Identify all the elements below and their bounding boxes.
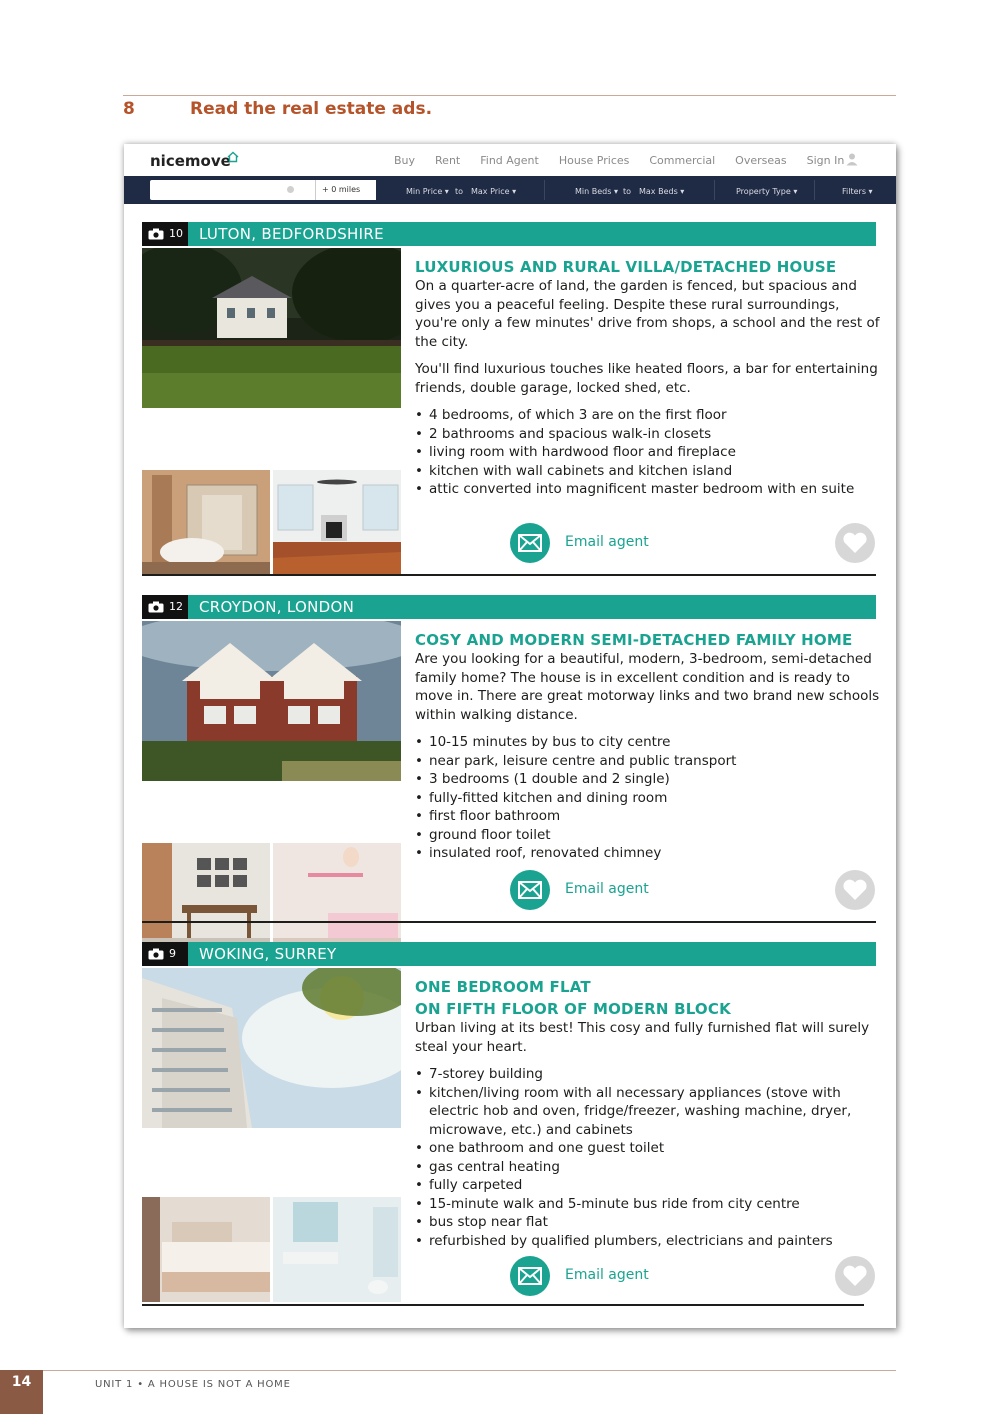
photo-count: 9	[169, 947, 176, 960]
page-number: 14	[11, 1374, 32, 1390]
list-item: • first floor bathroom	[415, 807, 881, 826]
nav-overseas[interactable]: Overseas	[735, 154, 787, 167]
apartment-block-photo[interactable]	[142, 968, 401, 1128]
max-price-select[interactable]: Max Price ▾	[471, 187, 517, 196]
childrens-bedroom-photo[interactable]	[273, 843, 401, 948]
camera-icon	[148, 948, 164, 960]
list-item: • ground floor toilet	[415, 826, 881, 845]
heart-icon	[835, 1256, 875, 1296]
listing-description: On a quarter-acre of land, the garden is fenced, but spacious and gives you a peaceful feeling. Despite these rural surroundings, you're only a few minutes' drive from shops, a school and the rest of the city.	[415, 278, 880, 350]
max-beds-select[interactable]: Max Beds ▾	[639, 187, 685, 196]
listing-location: LUTON, BEDFORDSHIRE	[199, 225, 384, 243]
camera-icon	[148, 601, 164, 613]
list-item: • 7-storey building	[415, 1065, 881, 1084]
clear-search-icon[interactable]	[287, 186, 294, 193]
min-beds-select[interactable]: Min Beds ▾	[575, 187, 618, 196]
listing-header	[142, 595, 876, 619]
divider	[814, 180, 815, 200]
main-nav	[394, 154, 864, 167]
email-agent-link[interactable]: Email agent	[565, 881, 649, 897]
divider	[714, 180, 715, 200]
unit-title: A HOUSE IS NOT A HOME	[147, 1379, 291, 1390]
bedroom-photo[interactable]	[142, 1197, 270, 1302]
list-item: • bus stop near flat	[415, 1213, 881, 1232]
living-room-photo[interactable]	[273, 470, 401, 575]
bathroom-photo[interactable]	[273, 1197, 401, 1302]
list-item: • fully-fitted kitchen and dining room	[415, 789, 881, 808]
favourite-button[interactable]	[835, 1256, 875, 1296]
list-item: • living room with hardwood floor and fireplace	[415, 443, 881, 462]
divider	[544, 180, 545, 200]
photo-count-badge[interactable]	[142, 942, 188, 966]
favourite-button[interactable]	[835, 523, 875, 563]
photo-count-badge[interactable]	[142, 595, 188, 619]
exercise-number: 8	[123, 99, 135, 119]
envelope-icon	[510, 870, 550, 910]
list-item: • one bathroom and one guest toilet	[415, 1139, 881, 1158]
list-item: • kitchen/living room with all necessary appliances (stove with electric hob and oven, fridge/freezer, washing machine, dryer, microwave, etc.) and cabinets	[415, 1084, 881, 1140]
listing-title-line: ON FIFTH FLOOR OF MODERN BLOCK	[415, 1000, 731, 1018]
listing-divider	[142, 921, 876, 923]
email-agent-button[interactable]	[510, 870, 550, 910]
listing-location: CROYDON, LONDON	[199, 598, 355, 616]
email-agent-link[interactable]: Email agent	[565, 534, 649, 550]
price-to-label: to	[455, 187, 464, 196]
list-item: • attic converted into magnificent master bedroom with en suite	[415, 480, 881, 499]
email-agent-link[interactable]: Email agent	[565, 1267, 649, 1283]
heart-icon	[835, 523, 875, 563]
list-item: • 15-minute walk and 5-minute bus ride from city centre	[415, 1195, 881, 1214]
location-search-input[interactable]	[150, 180, 322, 200]
nav-find-agent[interactable]: Find Agent	[480, 154, 539, 167]
list-item: • 3 bedrooms (1 double and 2 single)	[415, 770, 881, 789]
website-mockup	[124, 144, 896, 1328]
search-bar	[124, 176, 896, 204]
unit-label	[95, 1379, 291, 1390]
listing-header	[142, 942, 876, 966]
list-item: • kitchen with wall cabinets and kitchen island	[415, 462, 881, 481]
bathroom-photo[interactable]	[142, 470, 270, 575]
listing-title-line: ONE BEDROOM FLAT	[415, 978, 591, 996]
listing-divider	[142, 1304, 864, 1306]
feature-list	[415, 406, 881, 499]
listing-location: WOKING, SURREY	[199, 945, 337, 963]
photo-count: 10	[169, 227, 183, 240]
listing-divider	[142, 574, 876, 576]
listing-description: Are you looking for a beautiful, modern, 3-bedroom, semi-detached family home? The house is in excellent condition and is ready to move in. There are great motorway links and two brand new schools within walking distance.	[415, 651, 880, 723]
list-item: • insulated roof, renovated chimney	[415, 844, 881, 863]
filters-button[interactable]: Filters ▾	[842, 187, 873, 196]
email-agent-button[interactable]	[510, 1256, 550, 1296]
photo-count: 12	[169, 600, 183, 613]
list-item: • fully carpeted	[415, 1176, 881, 1195]
user-icon[interactable]	[845, 152, 859, 166]
feature-list	[415, 733, 881, 863]
nav-buy[interactable]: Buy	[394, 154, 416, 167]
unit-bullet: •	[137, 1379, 144, 1390]
beds-to-label: to	[623, 187, 632, 196]
dining-room-photo[interactable]	[142, 843, 270, 948]
footer-rule	[43, 1370, 896, 1371]
nav-house-prices[interactable]: House Prices	[558, 154, 630, 167]
villa-exterior-photo[interactable]	[142, 248, 401, 408]
list-item: • refurbished by qualified plumbers, electricians and painters	[415, 1232, 881, 1251]
feature-list	[415, 1065, 881, 1250]
favourite-button[interactable]	[835, 870, 875, 910]
photo-count-badge[interactable]	[142, 222, 188, 246]
heart-icon	[835, 870, 875, 910]
listing-description: You'll find luxurious touches like heated floors, a bar for entertaining friends, double garage, locked shed, etc.	[415, 361, 878, 396]
listing-title: COSY AND MODERN SEMI-DETACHED FAMILY HOME	[415, 631, 853, 649]
site-header	[124, 144, 896, 176]
list-item: • gas central heating	[415, 1158, 881, 1177]
list-item: • 10-15 minutes by bus to city centre	[415, 733, 881, 752]
top-rule	[123, 95, 896, 96]
email-agent-button[interactable]	[510, 523, 550, 563]
semi-detached-house-photo[interactable]	[142, 621, 401, 781]
envelope-icon	[510, 523, 550, 563]
listing-header	[142, 222, 876, 246]
list-item: • near park, leisure centre and public transport	[415, 752, 881, 771]
listing-description: Urban living at its best! This cosy and fully furnished flat will surely steal your heart.	[415, 1020, 870, 1055]
nav-sign-in[interactable]: Sign In	[806, 154, 845, 167]
nav-rent[interactable]: Rent	[435, 154, 461, 167]
exercise-title: Read the real estate ads.	[190, 99, 433, 119]
envelope-icon	[510, 1256, 550, 1296]
site-logo[interactable]: nicemove	[150, 152, 231, 170]
listing-title: LUXURIOUS AND RURAL VILLA/DETACHED HOUSE	[415, 258, 837, 276]
unit-number: UNIT 1	[95, 1379, 134, 1390]
list-item: • 4 bedrooms, of which 3 are on the first floor	[415, 406, 881, 425]
house-logo-icon	[227, 151, 239, 163]
property-type-select[interactable]: Property Type ▾	[736, 187, 798, 196]
min-price-select[interactable]: Min Price ▾	[406, 187, 449, 196]
radius-select[interactable]: + 0 miles	[315, 180, 376, 200]
nav-commercial[interactable]: Commercial	[649, 154, 716, 167]
list-item: • 2 bathrooms and spacious walk-in closets	[415, 425, 881, 444]
camera-icon	[148, 228, 164, 240]
